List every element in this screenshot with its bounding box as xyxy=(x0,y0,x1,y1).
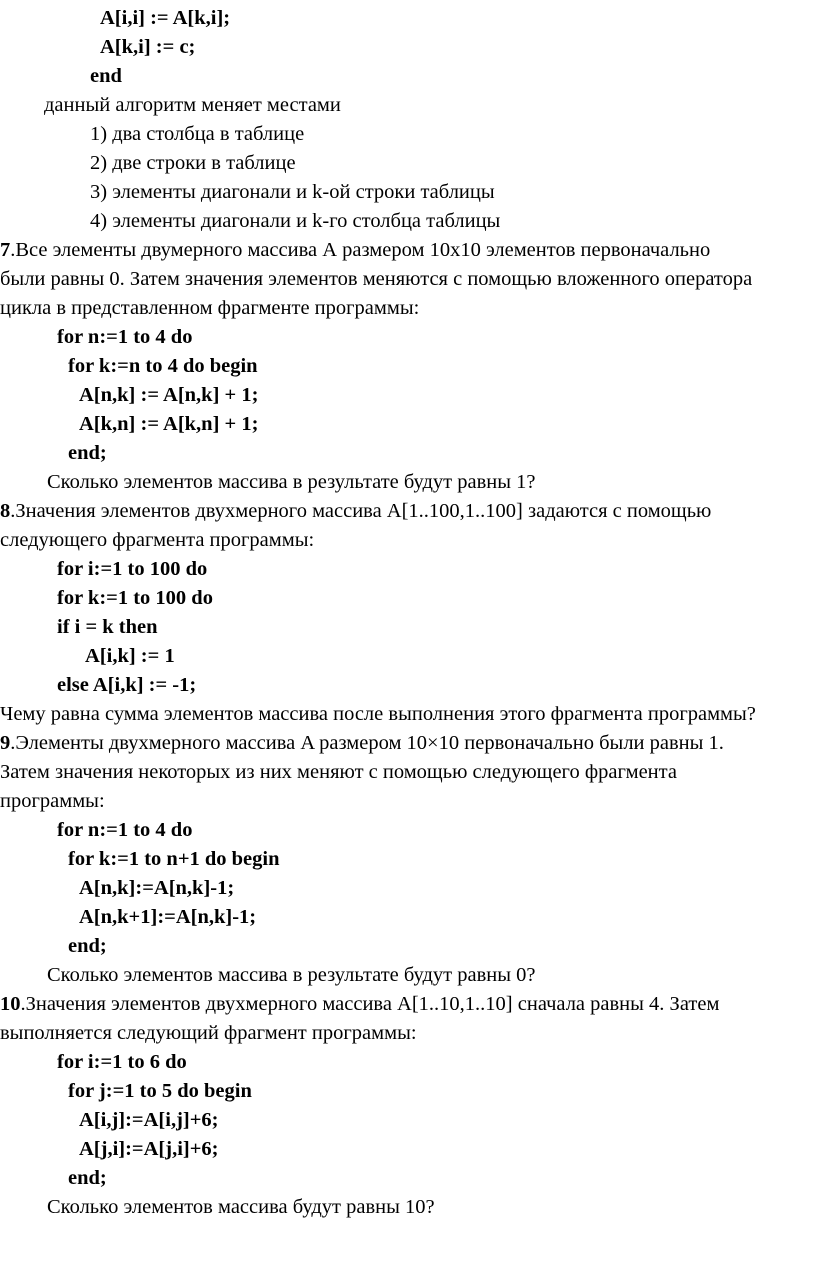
code-line xyxy=(79,381,258,410)
question-number: 8 xyxy=(0,500,11,522)
text-line xyxy=(47,961,536,990)
line-text: for i:=1 to 100 do xyxy=(57,558,208,580)
question-line xyxy=(0,729,724,758)
code-line xyxy=(68,439,107,468)
code-line xyxy=(57,323,192,352)
question-line xyxy=(0,497,711,526)
code-line xyxy=(57,584,213,613)
line-text: Затем значения некоторых из них меняют с помощью следующего фрагмента xyxy=(0,761,677,783)
text-line xyxy=(90,207,500,236)
line-text: end xyxy=(90,65,122,87)
code-line xyxy=(100,4,230,33)
line-text: были равны 0. Затем значения элементов меняются с помощью вложенного оператора xyxy=(0,268,753,290)
line-text: A[k,i] := c; xyxy=(100,36,196,58)
line-text: for n:=1 to 4 do xyxy=(57,819,193,841)
line-text: A[i,k] := 1 xyxy=(85,645,175,667)
text-line xyxy=(90,178,495,207)
question-number: 7 xyxy=(0,239,11,261)
text-line xyxy=(0,265,752,294)
code-line xyxy=(85,642,175,671)
line-text: данный алгоритм меняет местами xyxy=(44,94,341,116)
text-line xyxy=(0,700,756,729)
line-text: end; xyxy=(68,442,107,464)
question-line xyxy=(0,990,719,1019)
question-number: 9 xyxy=(0,732,11,754)
code-line xyxy=(57,613,158,642)
code-line xyxy=(68,1164,107,1193)
code-line xyxy=(90,62,122,91)
line-text: программы: xyxy=(0,790,105,812)
text-line xyxy=(0,787,105,816)
line-text: for k:=1 to 100 do xyxy=(57,587,213,609)
line-text: выполняется следующий фрагмент программы: xyxy=(0,1022,417,1044)
question-line xyxy=(0,236,710,265)
code-line xyxy=(79,1135,218,1164)
line-text: A[j,i]:=A[j,i]+6; xyxy=(79,1138,219,1160)
code-line xyxy=(57,671,196,700)
line-text: if i = k then xyxy=(57,616,158,638)
text-line xyxy=(44,91,341,120)
text-line xyxy=(90,149,296,178)
line-text: end; xyxy=(68,1167,107,1189)
line-text: 2) две строки в таблице xyxy=(90,152,296,174)
text-line xyxy=(0,1019,417,1048)
code-line xyxy=(57,555,207,584)
line-text: A[i,j]:=A[i,j]+6; xyxy=(79,1109,219,1131)
code-line xyxy=(57,1048,187,1077)
line-text: A[n,k] := A[n,k] + 1; xyxy=(79,384,259,406)
line-text: A[n,k]:=A[n,k]-1; xyxy=(79,877,235,899)
code-line xyxy=(57,816,192,845)
code-line xyxy=(68,352,258,381)
line-text: for n:=1 to 4 do xyxy=(57,326,193,348)
code-line xyxy=(79,410,258,439)
code-line xyxy=(68,1077,252,1106)
code-line xyxy=(68,845,280,874)
line-text: A[n,k+1]:=A[n,k]-1; xyxy=(79,906,257,928)
line-text: for k:=n to 4 do begin xyxy=(68,355,258,377)
code-line xyxy=(100,33,195,62)
line-text: A[k,n] := A[k,n] + 1; xyxy=(79,413,259,435)
line-text: else A[i,k] := -1; xyxy=(57,674,197,696)
text-line xyxy=(90,120,304,149)
line-text: .Все элементы двумерного массива А размером 10х10 элементов первоначально xyxy=(10,239,711,261)
line-text: 1) два столбца в таблице xyxy=(90,123,305,145)
line-text: следующего фрагмента программы: xyxy=(0,529,315,551)
line-text: .Элементы двухмерного массива A размером 10×10 первоначально были равны 1. xyxy=(10,732,724,754)
line-text: for k:=1 to n+1 do begin xyxy=(68,848,280,870)
line-text: .Значения элементов двухмерного массива A[1..10,1..10] сначала равны 4. Затем xyxy=(20,993,720,1015)
line-text: .Значения элементов двухмерного массива A[1..100,1..100] задаются с помощью xyxy=(10,500,712,522)
text-line xyxy=(47,1193,435,1222)
text-line xyxy=(0,294,419,323)
line-text: for i:=1 to 6 do xyxy=(57,1051,187,1073)
line-text: Сколько элементов массива в результате будут равны 1? xyxy=(47,471,536,493)
line-text: Сколько элементов массива в результате будут равны 0? xyxy=(47,964,536,986)
text-line xyxy=(0,758,677,787)
text-line xyxy=(0,526,314,555)
line-text: Сколько элементов массива будут равны 10? xyxy=(47,1196,435,1218)
line-text: 4) элементы диагонали и k-го столбца таблицы xyxy=(90,210,501,232)
code-line xyxy=(79,874,234,903)
line-text: цикла в представленном фрагменте программы: xyxy=(0,297,420,319)
code-line xyxy=(79,1106,218,1135)
line-text: A[i,i] := A[k,i]; xyxy=(100,7,231,29)
line-text: end; xyxy=(68,935,107,957)
line-text: 3) элементы диагонали и k-ой строки таблицы xyxy=(90,181,495,203)
text-line xyxy=(47,468,536,497)
question-number: 10 xyxy=(0,993,21,1015)
line-text: Чему равна сумма элементов массива после выполнения этого фрагмента программы? xyxy=(0,703,756,725)
line-text: for j:=1 to 5 do begin xyxy=(68,1080,252,1102)
code-line xyxy=(68,932,107,961)
code-line xyxy=(79,903,256,932)
